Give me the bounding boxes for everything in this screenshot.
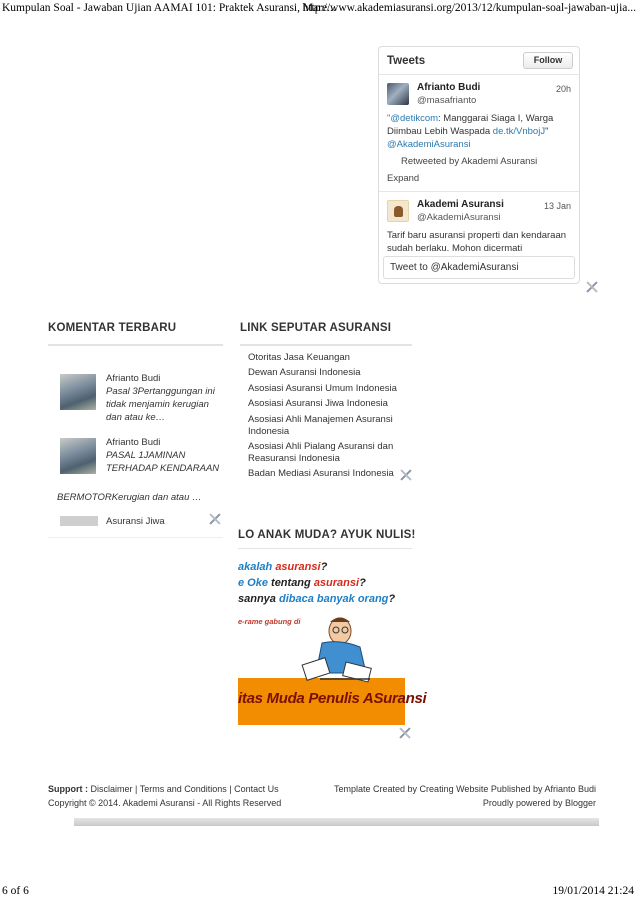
banner-image[interactable] (238, 553, 427, 725)
tweets-header (379, 47, 579, 75)
link-ojk[interactable]: Otoritas Jasa Keuangan (248, 352, 350, 363)
support-links-text[interactable]: Disclaimer | Terms and Conditions | Contact Us (90, 784, 279, 794)
avatar[interactable] (387, 83, 409, 105)
divider (238, 548, 412, 549)
banner-line-1 (238, 561, 327, 573)
template-credit[interactable]: Template Created by Creating Website Published by Afrianto Budi (334, 784, 596, 794)
support-label: Support : (48, 784, 88, 794)
link-aamai[interactable]: Asosiasi Ahli Manajemen Asuransi Indonesia (248, 413, 393, 437)
wrench-screwdriver-icon[interactable] (398, 467, 414, 483)
comment-item[interactable] (47, 513, 223, 529)
print-header (0, 2, 638, 16)
print-page-number: 6 of 6 (2, 885, 29, 897)
comment-avatar[interactable] (60, 374, 96, 410)
tweet-author-handle[interactable]: @AkademiAsuransi (417, 212, 501, 223)
support-links (48, 783, 279, 796)
banner-text: ? (388, 593, 396, 605)
comment-item[interactable] (47, 436, 223, 506)
banner-text: sannya (238, 593, 279, 605)
divider (48, 537, 223, 538)
link-aaji[interactable]: Asosiasi Asuransi Jiwa Indonesia (248, 398, 388, 410)
banner-bottom-text: itas Muda Penulis ASuransi (238, 690, 427, 707)
tweet-time[interactable]: 13 Jan (543, 201, 571, 211)
comment-author[interactable]: Afrianto Budi (106, 373, 161, 384)
komentar-title: KOMENTAR TERBARU (48, 322, 177, 334)
tweet-time[interactable]: 20h (555, 84, 571, 94)
banner-title: LO ANAK MUDA? AYUK NULIS! (238, 529, 416, 541)
site-footer (48, 783, 596, 811)
tweet-url-link[interactable]: de.tk/VnbojJ (492, 126, 546, 137)
print-footer (0, 885, 638, 899)
print-page-url: http://www.akademiasuransi.org/2013/12/kumpulan-soal-jawaban-ujia... (302, 2, 636, 14)
comment-item[interactable] (47, 372, 223, 432)
comment-author[interactable]: Asuransi Jiwa (106, 516, 165, 527)
wrench-screwdriver-icon[interactable] (397, 725, 413, 741)
banner-text: e Oke (238, 577, 272, 589)
tweet-text (387, 112, 573, 151)
link-aaui[interactable]: Asosiasi Asuransi Umum Indonesia (248, 382, 397, 394)
link-bmai[interactable]: Badan Mediasi Asuransi Indonesia (248, 468, 394, 480)
comment-snippet-continuation[interactable]: BERMOTORKerugian dan atau … (57, 492, 202, 503)
comment-avatar[interactable] (60, 438, 96, 474)
tweet-author-handle[interactable]: @masafrianto (417, 95, 477, 106)
avatar[interactable] (387, 200, 409, 222)
tweet-author-name[interactable]: Afrianto Budi (417, 82, 481, 93)
tweets-title: Tweets (387, 55, 426, 67)
footer-bar (74, 818, 599, 826)
link-dewan-asuransi[interactable]: Dewan Asuransi Indonesia (248, 367, 361, 379)
comment-avatar[interactable] (60, 516, 98, 526)
retweet-info: Retweeted by Akademi Asuransi (401, 156, 538, 167)
comment-snippet[interactable]: PASAL 1JAMINAN TERHADAP KENDARAAN (106, 450, 220, 474)
banner-small-text: e-rame gabung di (238, 617, 301, 626)
tweet-author-name[interactable]: Akademi Asuransi (417, 199, 504, 210)
banner-text: ? (320, 561, 328, 573)
tweet-text-end: " (545, 126, 549, 137)
banner-text: asuransi (313, 577, 360, 589)
print-page-title: Kumpulan Soal - Jawaban Ujian AAMAI 101: Praktek Asuransi, Mare... (2, 2, 336, 14)
banner-text: ? (359, 577, 366, 589)
tweet-text-body: : Manggarai Siaga I, Warga Diimbau Lebih Waspada (387, 113, 554, 137)
banner-line-2 (238, 577, 366, 589)
tweet-text: Tarif baru asuransi properti dan kendaraan sudah berlaku. Mohon dicermati (387, 230, 567, 254)
banner-text: asuransi (275, 561, 321, 573)
tweet-mention-link[interactable]: "@detikcom (387, 113, 439, 124)
divider (48, 344, 223, 346)
links-list (248, 352, 408, 484)
divider (240, 344, 412, 346)
link-apparindo[interactable]: Asosiasi Ahli Pialang Asuransi dan Reasuransi Indonesia (248, 440, 394, 464)
comment-snippet[interactable]: Pasal 3Pertanggungan ini tidak menjamin kerugian dan atau ke… (106, 386, 215, 423)
comment-author[interactable]: Afrianto Budi (106, 437, 161, 448)
links-title: LINK SEPUTAR ASURANSI (240, 322, 392, 334)
banner-text: tentang (271, 577, 314, 589)
wrench-screwdriver-icon[interactable] (584, 279, 600, 295)
banner-text: akalah (238, 561, 276, 573)
copyright: Copyright © 2014. Akademi Asuransi - All Rights Reserved (48, 798, 282, 808)
print-datetime: 19/01/2014 21:24 (552, 885, 634, 897)
follow-button[interactable]: Follow (523, 52, 573, 69)
wrench-screwdriver-icon[interactable] (207, 511, 223, 527)
tweet-item[interactable] (379, 75, 579, 192)
tweet-item[interactable] (379, 192, 579, 261)
banner-line-3 (238, 593, 395, 605)
tweet-to-box[interactable]: Tweet to @AkademiAsuransi (383, 256, 575, 279)
tweets-widget (378, 46, 580, 284)
expand-link[interactable]: Expand (387, 173, 420, 184)
writer-illustration (300, 613, 380, 688)
banner-text: dibaca banyak orang (278, 593, 389, 605)
powered-by[interactable]: Proudly powered by Blogger (482, 798, 596, 808)
tweet-account-link[interactable]: @AkademiAsuransi (387, 139, 471, 150)
